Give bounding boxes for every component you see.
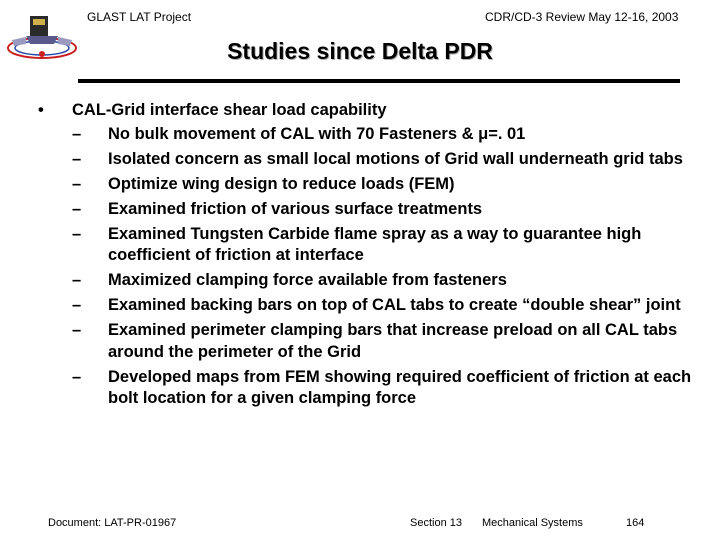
sub-bullet-text: No bulk movement of CAL with 70 Fasteners & μ=. 01 bbox=[108, 124, 526, 143]
title-divider bbox=[78, 79, 680, 83]
sub-bullet bbox=[38, 270, 698, 292]
sub-bullet bbox=[38, 149, 698, 171]
footer-system: Mechanical Systems bbox=[482, 517, 583, 529]
dash-icon: – bbox=[72, 321, 82, 339]
sub-bullet bbox=[38, 124, 698, 146]
sub-bullet-text: Examined friction of various surface treatments bbox=[108, 199, 483, 218]
main-bullet-text: CAL-Grid interface shear load capability bbox=[72, 101, 387, 119]
slide-title: Studies since Delta PDR bbox=[227, 38, 493, 64]
sub-bullet bbox=[38, 224, 698, 267]
sub-bullet-text: Isolated concern as small local motions of Grid wall underneath grid tabs bbox=[108, 149, 683, 168]
sub-bullet-text: Maximized clamping force available from fasteners bbox=[108, 271, 507, 289]
dash-icon: – bbox=[72, 224, 82, 243]
sub-bullet-text: Examined Tungsten Carbide flame spray as a way to guarantee high coefficient of friction at interface bbox=[108, 224, 642, 264]
sub-bullet bbox=[38, 320, 698, 363]
header-review: CDR/CD-3 Review May 12-16, 2003 bbox=[485, 10, 679, 24]
dash-icon: – bbox=[72, 199, 82, 218]
sub-bullet bbox=[38, 367, 698, 410]
footer-page-number: 164 bbox=[626, 517, 645, 529]
main-bullet bbox=[38, 100, 698, 120]
slide-content bbox=[38, 100, 698, 410]
dash-icon: – bbox=[72, 367, 82, 386]
header-project: GLAST LAT Project bbox=[87, 10, 192, 24]
footer-section: Section 13 bbox=[410, 517, 462, 529]
sub-bullet bbox=[38, 199, 698, 221]
dash-icon: – bbox=[72, 149, 82, 168]
footer-document-id: Document: LAT-PR-01967 bbox=[48, 517, 177, 529]
sub-bullet-text: Examined perimeter clamping bars that increase preload on all CAL tabs around the perimeter of the Grid bbox=[108, 321, 678, 361]
dash-icon: – bbox=[72, 271, 82, 289]
sub-bullet-list bbox=[38, 124, 698, 410]
sub-bullet-text: Examined backing bars on top of CAL tabs to create “double shear” joint bbox=[108, 296, 681, 314]
dash-icon: – bbox=[72, 174, 82, 193]
dash-icon: – bbox=[72, 296, 82, 314]
sub-bullet bbox=[38, 174, 698, 196]
dash-icon: – bbox=[72, 124, 82, 143]
bullet-icon: • bbox=[38, 101, 44, 119]
sub-bullet-text: Developed maps from FEM showing required coefficient of friction at each bolt location for a given clamping force bbox=[108, 367, 692, 407]
sub-bullet-text: Optimize wing design to reduce loads (FEM) bbox=[108, 174, 455, 193]
sub-bullet bbox=[38, 295, 698, 317]
